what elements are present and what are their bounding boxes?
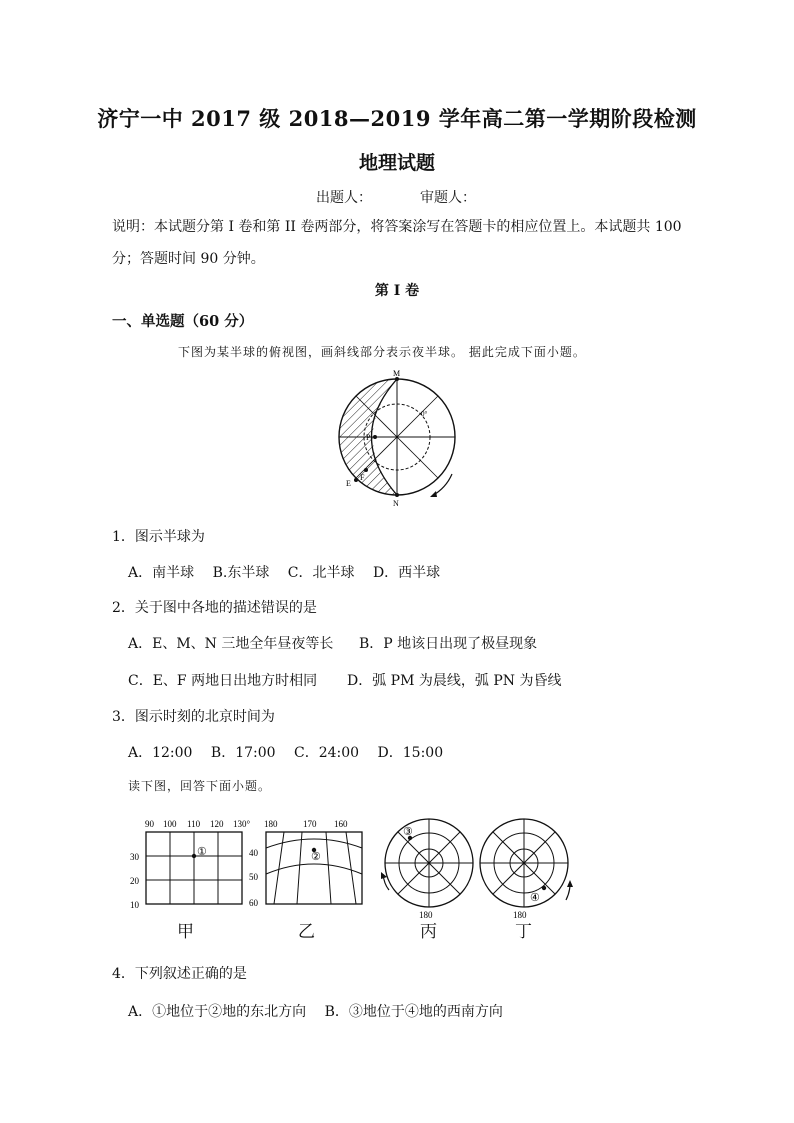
exam-title: 济宁一中 2017 级 2018—2019 学年高二第一学期阶段检测 [97, 106, 697, 131]
jia-tick-120: 120 [210, 819, 224, 829]
q1-option-a[interactable]: A．南半球 [128, 565, 195, 581]
figure1-intro: 下图为某半球的俯视图，画斜线部分表示夜半球。 据此完成下面小题。 [178, 345, 586, 359]
q1-option-c[interactable]: C．北半球 [287, 565, 355, 581]
label-m: M [393, 369, 401, 378]
section-title: 一、单选题（60 分） [112, 313, 254, 330]
caption-bing: 丙 [420, 922, 437, 942]
label-f: F [360, 473, 365, 482]
figure2-intro: 读下图，回答下面小题。 [128, 779, 272, 793]
question-1-number: 1． [112, 529, 135, 545]
q3-option-a[interactable]: A．12:00 [128, 745, 193, 761]
author-label: 出题人： [316, 190, 372, 206]
caption-jia: 甲 [177, 922, 194, 942]
yi-tick-50: 50 [249, 872, 258, 882]
yi-tick-170: 170 [303, 819, 317, 829]
map-bing [381, 819, 473, 920]
question-1-options [128, 562, 440, 582]
jia-tick-110: 110 [187, 819, 201, 829]
question-2-number: 2． [112, 600, 135, 616]
marker-3: ③ [403, 826, 413, 838]
label-zero-degree: 0° [421, 410, 428, 418]
part-title: 第 I 卷 [374, 283, 420, 299]
q2-option-d[interactable]: D．弧 PM 为晨线，弧 PN 为昏线 [347, 673, 562, 689]
yi-tick-180: 180 [264, 819, 278, 829]
question-4 [112, 963, 247, 983]
caption-ding: 丁 [515, 922, 532, 942]
question-2 [112, 597, 317, 617]
question-1 [112, 526, 205, 546]
question-3-number: 3． [112, 709, 135, 725]
question-4-number: 4． [112, 966, 135, 982]
bing-tick-180: 180 [419, 910, 433, 920]
exam-subtitle: 地理试题 [358, 152, 435, 174]
question-4-options [128, 1001, 503, 1021]
q3-option-d[interactable]: D．15:00 [377, 745, 444, 761]
question-3-options [128, 742, 443, 762]
jia-tick-90: 90 [145, 819, 154, 829]
question-2-stem: 关于图中各地的描述错误的是 [134, 600, 317, 616]
map-ding [480, 819, 573, 920]
yi-tick-40: 40 [249, 848, 258, 858]
q4-option-a[interactable]: A．①地位于②地的东北方向 [128, 1004, 307, 1020]
notice-line-2: 分；答题时间 90 分钟。 [112, 251, 265, 267]
yi-tick-160: 160 [334, 819, 348, 829]
jia-tick-100: 100 [163, 819, 177, 829]
map-jia [130, 819, 251, 910]
label-p: P [366, 433, 371, 442]
question-1-stem: 图示半球为 [134, 529, 205, 545]
exam-notice [112, 211, 682, 275]
jia-tick-30: 30 [130, 852, 139, 862]
q2-option-a[interactable]: A．E、M、N 三地全年昼夜等长 [128, 636, 334, 652]
question-3-stem: 图示时刻的北京时间为 [134, 709, 275, 725]
yi-tick-60: 60 [249, 898, 258, 908]
jia-tick-20: 20 [130, 876, 139, 886]
question-4-stem: 下列叙述正确的是 [134, 966, 247, 982]
q1-option-d[interactable]: D．西半球 [372, 565, 441, 581]
map-yi [249, 819, 362, 908]
q3-option-c[interactable]: C．24:00 [294, 745, 360, 761]
q1-option-b[interactable]: B.东半球 [212, 565, 270, 581]
label-n: N [393, 499, 399, 508]
ding-tick-180: 180 [513, 910, 527, 920]
hemisphere-diagram [334, 366, 464, 512]
marker-1: ① [197, 846, 207, 858]
caption-yi: 乙 [298, 922, 315, 942]
question-3 [112, 706, 275, 726]
reviewer-label: 审题人： [420, 190, 476, 206]
q3-option-b[interactable]: B．17:00 [210, 745, 276, 761]
jia-tick-10: 10 [130, 900, 139, 910]
label-e: E [346, 479, 351, 488]
jia-tick-130: 130° [233, 819, 251, 829]
marker-4: ④ [530, 892, 540, 904]
q4-option-b[interactable]: B．③地位于④地的西南方向 [324, 1004, 503, 1020]
notice-line-1: 说明：本试题分第 I 卷和第 II 卷两部分，将答案涂写在答题卡的相应位置上。本试题共 100 [112, 219, 682, 235]
q2-option-b[interactable]: B．P 地该日出现了极昼现象 [359, 636, 538, 652]
q2-option-c[interactable]: C．E、F 两地日出地方时相同 [128, 673, 318, 689]
marker-2: ② [311, 851, 321, 863]
